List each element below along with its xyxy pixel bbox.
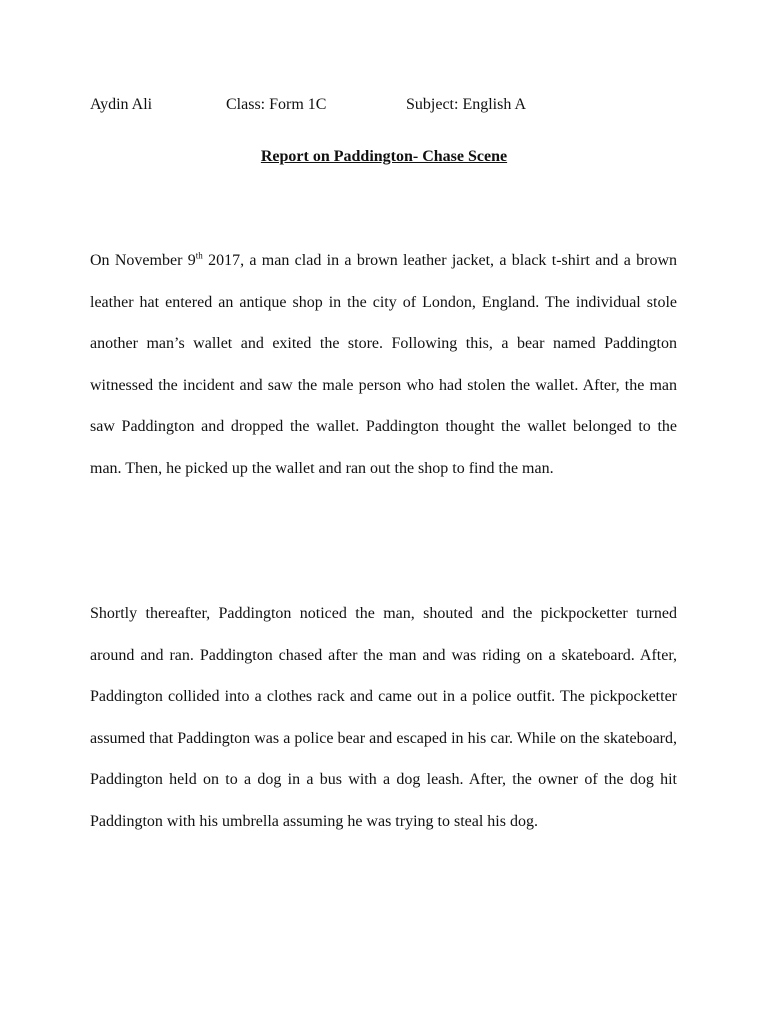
date-ordinal-suffix: th bbox=[195, 250, 203, 261]
paragraph-2: Shortly thereafter, Paddington noticed the man, shouted and the pickpocketter turned around and ran. Paddington chased after the man and was riding on a skateboard. After, Paddington collided into a clothes rack and came out in a police outfit. The pickpocketter assumed that Paddington was a police bear and escaped in his car. While on the skateboard, Paddington held on to a dog in a bus with a dog leash. After, the owner of the dog hit Paddington with his umbrella assuming he was trying to steal his dog. bbox=[90, 605, 677, 830]
header-line bbox=[90, 93, 680, 117]
subject-label: Subject: English A bbox=[406, 96, 526, 113]
class-label: Class: Form 1C bbox=[226, 96, 327, 113]
paragraph-1-intro: On November 9 bbox=[90, 252, 196, 269]
paragraph-1-body: 2017, a man clad in a brown leather jacket, a black t-shirt and a brown leather hat entered an antique shop in the city of London, England. The individual stole another man’s wallet and exited the store. Following this, a bear named Paddington witnessed the incident and saw the male person who had stolen the wallet. After, the man saw Paddington and dropped the wallet. Paddington thought the wallet belonged to the man. Then, he picked up the wallet and ran out the shop to find the man. bbox=[90, 252, 678, 477]
student-name: Aydin Ali bbox=[90, 96, 153, 113]
paragraph-1 bbox=[90, 240, 677, 490]
report-title: Report on Paddington- Chase Scene bbox=[260, 148, 508, 165]
